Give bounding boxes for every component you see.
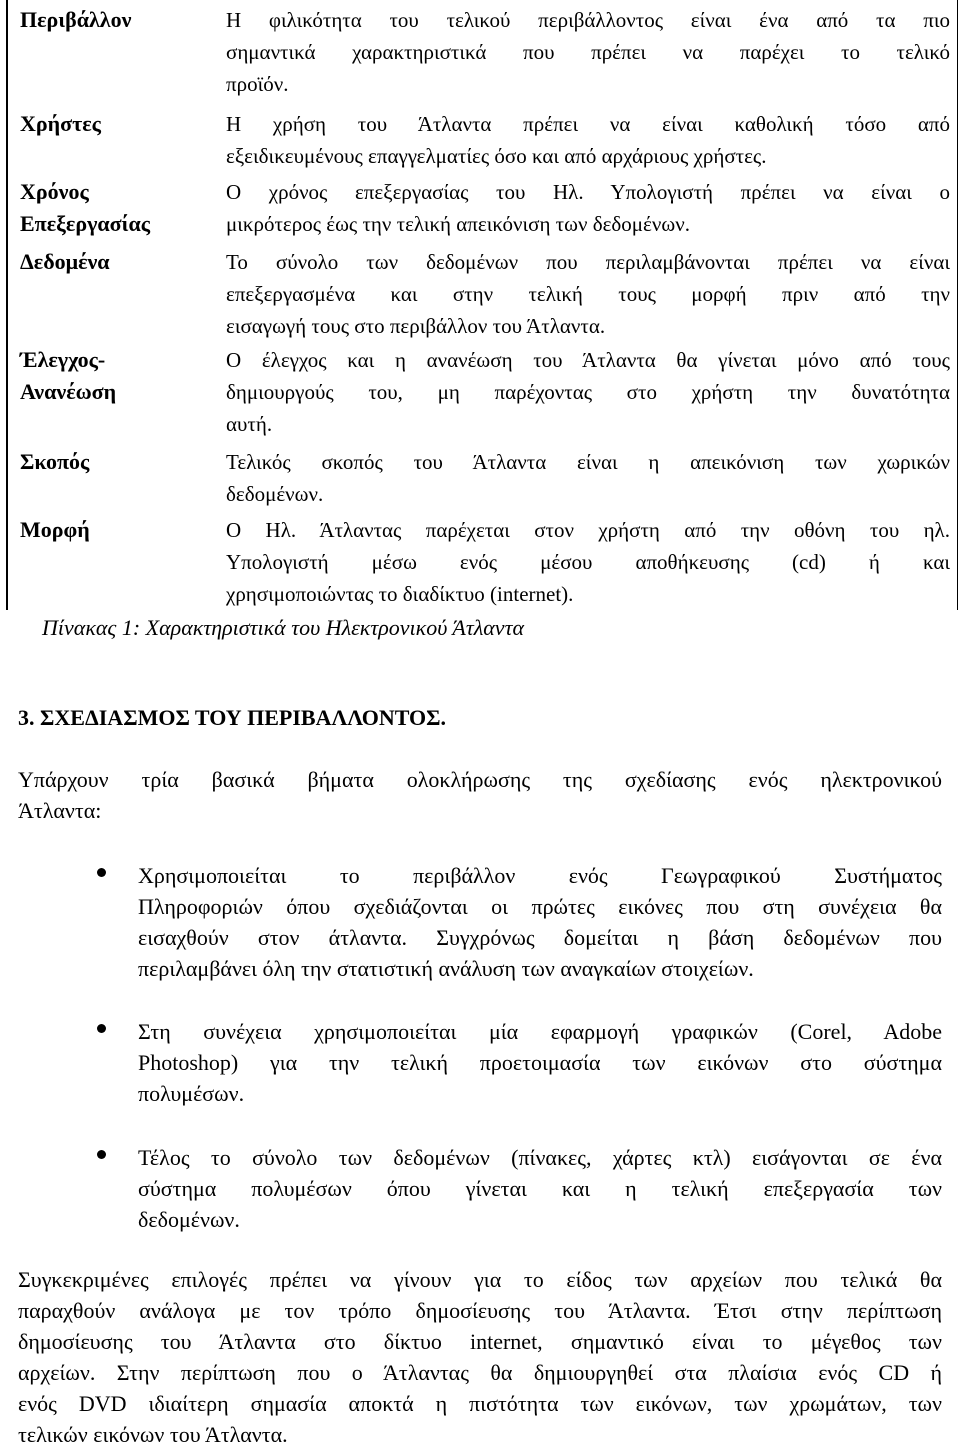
term-line: Περιβάλλον (20, 7, 132, 32)
characteristics-table (6, 0, 958, 610)
row-description (226, 344, 950, 440)
term-line: Χρήστες (20, 111, 101, 136)
row-description (226, 4, 950, 100)
term-line: Σκοπός (20, 449, 90, 474)
description-line: μικρότερος έως την τελική απεικόνιση των δεδομένων. (226, 212, 690, 236)
description-line: προϊόν. (226, 72, 289, 96)
row-term (20, 4, 210, 36)
paragraph-line: Χρησιμοποιείται το περιβάλλον ενός Γεωγραφικού Συστήματος (138, 863, 942, 888)
row-term (20, 344, 210, 408)
paragraph-line: πολυμέσων. (138, 1081, 245, 1106)
description-line: Η φιλικότητα του τελικού περιβάλλοντος είναι ένα από τα πιο (226, 8, 950, 32)
term-line: Δεδομένα (20, 249, 110, 274)
list-item-text (138, 1142, 942, 1235)
paragraph-line: Πληροφοριών όπου σχεδιάζονται οι πρώτες εικόνες που στη συνέχεια θα (138, 894, 942, 919)
paragraph-line: σύστημα πολυμέσων όπου γίνεται και η τελική επεξεργασία των (138, 1176, 942, 1201)
term-line: Έλεγχος- (20, 347, 106, 372)
list-item-text (138, 860, 942, 984)
row-description (226, 446, 950, 510)
description-line: σημαντικά χαρακτηριστικά που πρέπει να παρέχει το τελικό (226, 40, 950, 64)
list-item-text (138, 1016, 942, 1109)
description-line: Υπολογιστή μέσω ενός μέσου αποθήκευσης (cd) ή και (226, 550, 950, 574)
description-line: Τελικός σκοπός του Άτλαντα είναι η απεικόνιση των χωρικών (226, 450, 950, 474)
description-line: δημιουργούς του, μη παρέχοντας στο χρήστη την δυνατότητα (226, 380, 950, 404)
section-heading: 3. ΣΧΕΔΙΑΣΜΟΣ ΤΟΥ ΠΕΡΙΒΑΛΛΟΝΤΟΣ. (18, 705, 447, 730)
paragraph-line: παραχθούν ανάλογα με τον τρόπο δημοσίευσης του Άτλαντα. Έτσι στην περίπτωση (18, 1298, 942, 1323)
paragraph-line: Στη συνέχεια χρησιμοποιείται μία εφαρμογή γραφικών (Corel, Adobe (138, 1019, 942, 1044)
bullet-icon (97, 1024, 106, 1033)
term-line: Επεξεργασίας (20, 211, 151, 236)
description-line: εξειδικευμένους επαγγελματίες όσο και από αρχάριους χρήστες. (226, 144, 767, 168)
term-line: Ανανέωση (20, 379, 117, 404)
paragraph-line: Συγκεκριμένες επιλογές πρέπει να γίνουν για το είδος των αρχείων που τελικά θα (18, 1267, 942, 1292)
description-line: δεδομένων. (226, 482, 324, 506)
row-description (226, 176, 950, 240)
paragraph-line: Τέλος το σύνολο των δεδομένων (πίνακες, χάρτες κτλ) εισάγονται σε ένα (138, 1145, 942, 1170)
paragraph-line: εισαχθούν στον άτλαντα. Συγχρόνως δομείται η βάση δεδομένων που (138, 925, 942, 950)
paragraph-line: δημοσίευσης του Άτλαντα στο δίκτυο internet, σημαντικό είναι το μέγεθος των (18, 1329, 942, 1354)
row-term (20, 246, 210, 278)
term-line: Μορφή (20, 517, 90, 542)
description-line: επεξεργασμένα και στην τελική τους μορφή πριν από την (226, 282, 950, 306)
row-description (226, 246, 950, 342)
row-term (20, 108, 210, 140)
row-term (20, 514, 210, 546)
paragraph-line: ενός DVD ιδιαίτερη σημασία αποκτά η πιστότητα των εικόνων, των χρωμάτων, των (18, 1391, 942, 1416)
closing-paragraph (18, 1264, 942, 1450)
paragraph-line: τελικών εικόνων του Άτλαντα. (18, 1422, 288, 1447)
paragraph-line: αρχείων. Στην περίπτωση που ο Άτλαντας θα δημιουργηθεί στα πλαίσια ενός CD ή (18, 1360, 942, 1385)
paragraph-line: δεδομένων. (138, 1207, 240, 1232)
description-line: χρησιμοποιώντας το διαδίκτυο (internet). (226, 582, 574, 606)
description-line: αυτή. (226, 412, 273, 436)
description-line: Ο Ηλ. Άτλαντας παρέχεται στον χρήστη από την οθόνη του ηλ. (226, 518, 950, 542)
paragraph-line: Photoshop) για την τελική προετοιμασία των εικόνων στο σύστημα (138, 1050, 942, 1075)
row-term (20, 446, 210, 478)
bullet-icon (97, 1150, 106, 1159)
row-term (20, 176, 210, 240)
description-line: εισαγωγή τους στο περιβάλλον του Άτλαντα. (226, 314, 606, 338)
term-line: Χρόνος (20, 179, 89, 204)
paragraph-line: Άτλαντα: (18, 798, 102, 823)
description-line: Η χρήση του Άτλαντα πρέπει να είναι καθολική τόσο από (226, 112, 950, 136)
description-line: Ο χρόνος επεξεργασίας του Ηλ. Υπολογιστή πρέπει να είναι ο (226, 180, 950, 204)
description-line: Ο έλεγχος και η ανανέωση του Άτλαντα θα γίνεται μόνο από τους (226, 348, 950, 372)
row-description (226, 514, 950, 610)
intro-paragraph (18, 764, 942, 826)
paragraph-line: Υπάρχουν τρία βασικά βήματα ολοκλήρωσης της σχεδίασης ενός ηλεκτρονικού (18, 767, 942, 792)
description-line: Το σύνολο των δεδομένων που περιλαμβάνονται πρέπει να είναι (226, 250, 950, 274)
row-description (226, 108, 950, 172)
table-caption: Πίνακας 1: Χαρακτηριστικά του Ηλεκτρονικού Άτλαντα (42, 615, 524, 640)
bullet-icon (97, 868, 106, 877)
paragraph-line: περιλαμβάνει όλη την στατιστική ανάλυση των αναγκαίων στοιχείων. (138, 956, 754, 981)
